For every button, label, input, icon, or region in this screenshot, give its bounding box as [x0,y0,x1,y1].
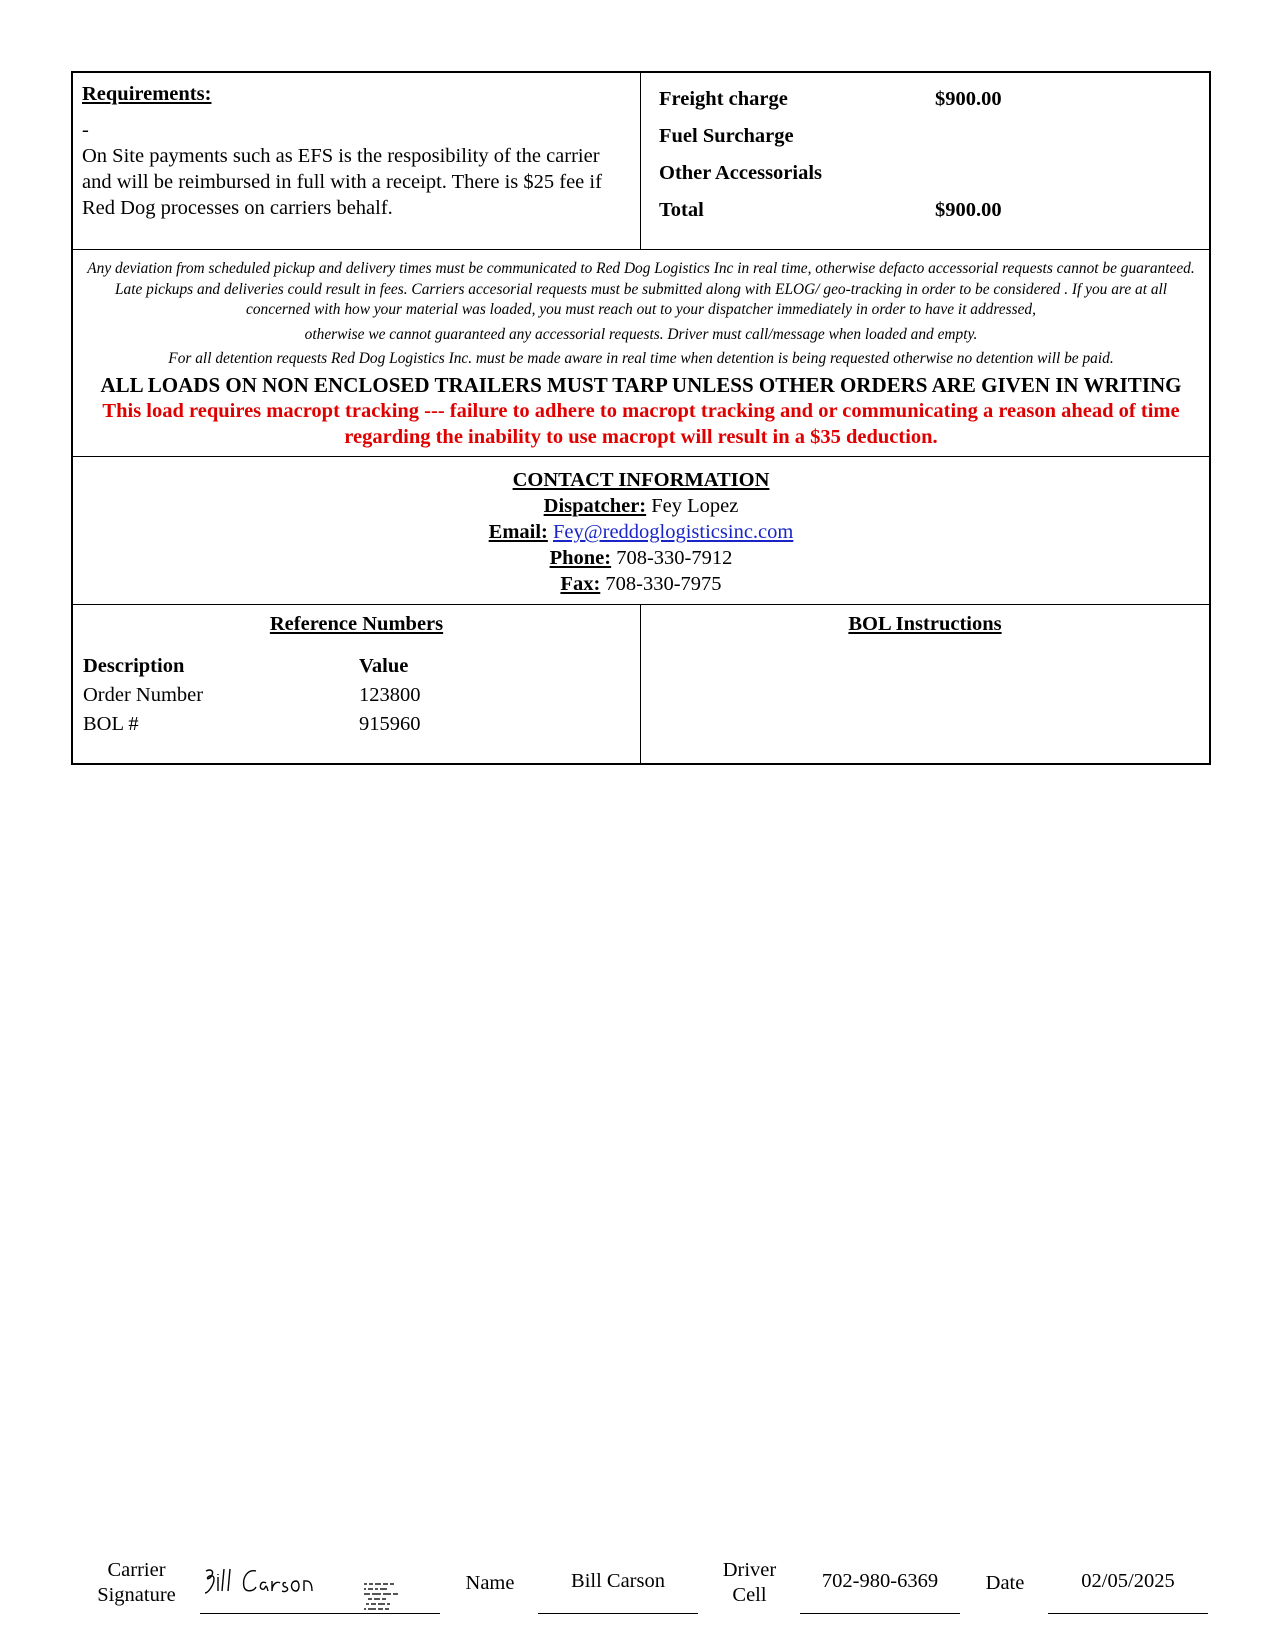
driver-cell-line [800,1613,960,1614]
date-label: Date [985,1572,1025,1594]
load-confirmation-sheet [71,71,1211,765]
reference-header-row [83,652,421,681]
carrier-signature-label [84,1558,189,1608]
requirements-section [73,73,641,249]
name-line [538,1613,698,1614]
email-link[interactable]: Fey@reddoglogisticsinc.com [552,520,794,543]
digital-signature-stamp-icon [362,1581,406,1617]
email-label: Email: [488,520,548,543]
charge-row-fuel [659,118,1002,155]
carrier-signature-image [200,1563,325,1603]
deviation-notice: Any deviation from scheduled pickup and delivery times must be communicated to Red Dog Logistics Inc in real time, otherwise defacto accessorial requests cannot be guaranteed. Late pickups and deliveries could result in fees. Carriers accesorial requests must be submitted along with ELOG/ geo-tracking in order to be considered . If you are at all concerned with how your material was loaded, you must reach out to your dispatcher immediately in order to have it addressed, [87,260,1195,318]
description-column-header: Description [83,654,185,677]
dispatcher-label: Dispatcher: [543,494,647,517]
reference-title: Reference Numbers [269,612,444,635]
reference-section [73,605,641,763]
email-line [73,519,1209,545]
signature-line [200,1613,440,1614]
charge-label: Total [659,199,704,221]
charge-value [935,118,1002,155]
reference-description: Order Number [83,683,204,706]
macropt-warning: This load requires macropt tracking --- failure to adhere to macropt tracking and or communicating a reason ahead of time regarding the inability to use macropt will result in a $35 deduction. [102,399,1180,448]
requirements-text: On Site payments such as EFS is the resposibility of the carrier and will be reimbursed in full with a receipt. There is $25 fee if Red Dog processes on carriers behalf. [82,145,602,219]
carrier-label-line2: Signature [97,1584,176,1606]
contact-section [73,457,1209,604]
signature-footer [0,1559,1275,1650]
driver-label-line1: Driver [722,1559,777,1581]
name-label: Name [465,1572,515,1594]
charges-section [641,73,1209,249]
charge-row-accessorials [659,155,1002,192]
tarp-notice: ALL LOADS ON NON ENCLOSED TRAILERS MUST TARP UNLESS OTHER ORDERS ARE GIVEN IN WRITING [100,372,1182,397]
reference-bol-row [73,605,1209,763]
charge-label: Other Accessorials [659,162,823,184]
charge-label: Fuel Surcharge [659,125,794,147]
driver-label-line2: Cell [732,1584,767,1606]
notice-row [73,250,1209,457]
charge-value [935,155,1002,192]
name-value: Bill Carson [571,1570,665,1592]
table-row [83,681,421,710]
dispatcher-name: Fey Lopez [651,494,739,517]
notice-section [73,250,1209,456]
bol-instructions-title: BOL Instructions [848,612,1002,635]
value-column-header: Value [359,654,409,677]
fax-number: 708-330-7975 [605,573,722,596]
table-row [83,710,421,739]
reference-description: BOL # [83,712,139,735]
reference-value: 915960 [359,712,421,735]
requirements-heading: Requirements: [82,83,212,105]
reference-value: 123800 [359,683,421,706]
charge-row-total [659,192,1002,229]
carrier-label-line1: Carrier [107,1559,166,1581]
fax-line [73,571,1209,597]
dispatcher-line [73,493,1209,519]
bol-instructions-section [641,605,1209,763]
charges-table [659,81,1002,229]
driver-cell-value: 702-980-6369 [821,1570,939,1592]
driver-cell-label [712,1558,787,1608]
charge-value: $900.00 [935,199,1002,221]
fax-label: Fax: [560,573,601,596]
contact-row [73,457,1209,605]
requirements-charges-row [73,73,1209,250]
deviation-notice-end: otherwise we cannot guaranteed any accessorial requests. Driver must call/message when loaded and empty. [304,325,978,343]
phone-line [73,545,1209,571]
charge-label: Freight charge [659,88,788,110]
phone-label: Phone: [549,547,612,570]
requirements-dash: - [82,119,89,141]
date-value: 02/05/2025 [1081,1570,1175,1592]
contact-heading: CONTACT INFORMATION [512,468,770,491]
charge-row-freight [659,81,1002,118]
detention-notice: For all detention requests Red Dog Logistics Inc. must be made aware in real time when detention is being requested otherwise no detention will be paid. [168,350,1114,367]
charge-value: $900.00 [935,88,1002,110]
reference-table [83,652,421,739]
phone-number: 708-330-7912 [616,547,733,570]
date-line [1048,1613,1208,1614]
